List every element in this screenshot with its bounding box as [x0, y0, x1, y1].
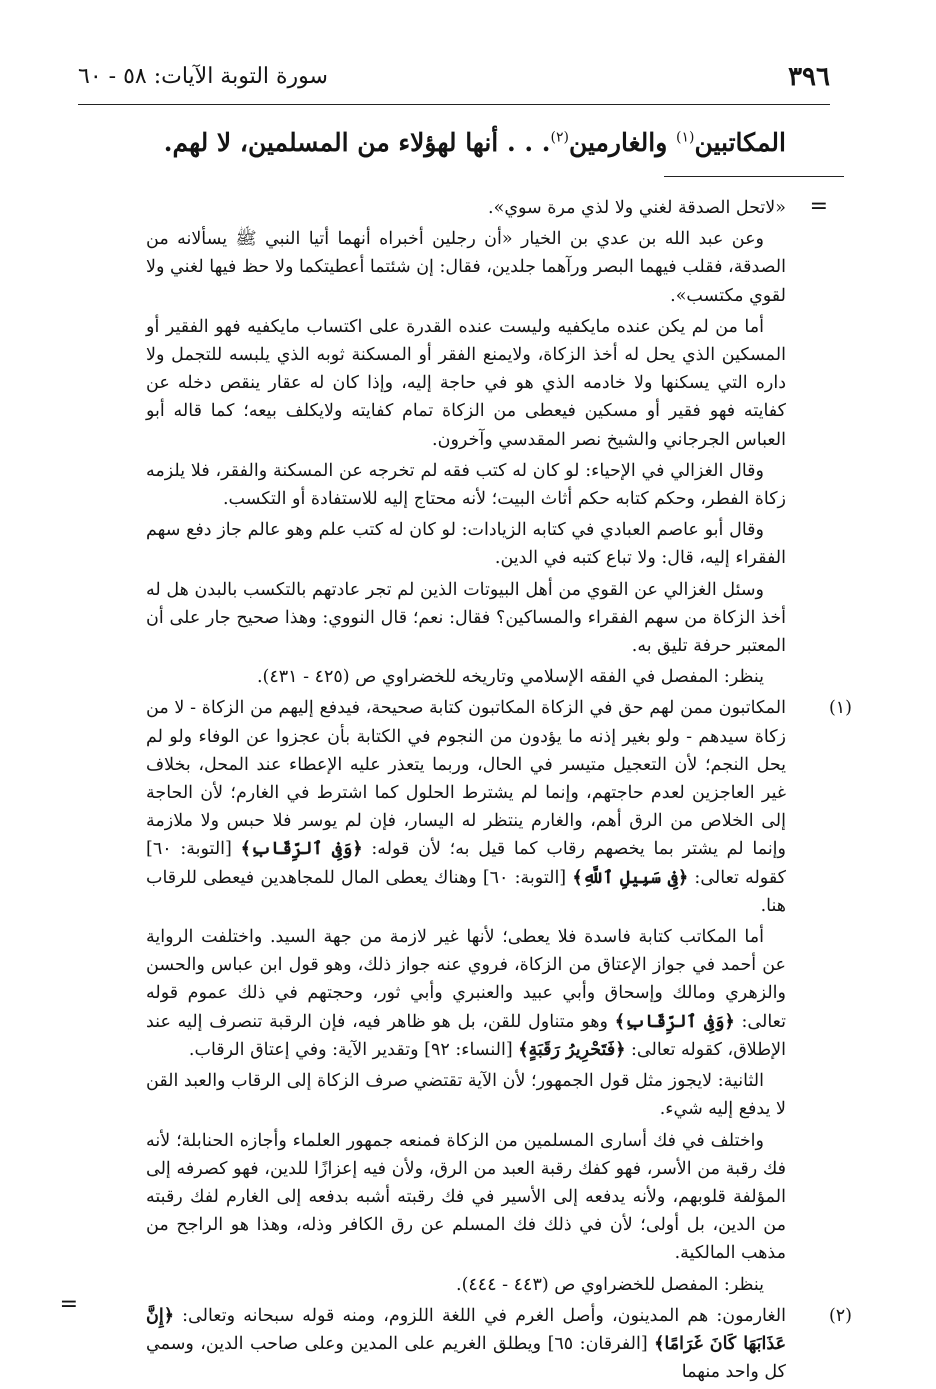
continuation-mark-top: = — [809, 194, 828, 219]
footnote-paragraph — [146, 1302, 786, 1387]
footnote-paragraph — [146, 923, 786, 1064]
footnote-text: وهو متناول للقن، بل هو ظاهر فيه، فإن الرقبة تنصرف إليه عند الإطلاق، كقوله تعالى: — [146, 1011, 786, 1060]
quran-quote: ﴿فِى سَبِيلِ ٱللَّهِ﴾ — [572, 867, 689, 888]
footnote-1 — [146, 694, 852, 1298]
footnote-paragraph: «لاتحل الصدقة لغني ولا لذي مرة سوي». — [488, 198, 786, 218]
footnote-paragraph: الثانية: لايجوز مثل قول الجمهور؛ لأن الآية تقتضي صرف الزكاة إلى الرقاب والعبد القن لا يدفع إليه شيء. — [146, 1071, 786, 1120]
quran-quote: ﴿وَفِى ٱلرِّقَابِ﴾ — [614, 1011, 735, 1032]
footnote-reference: ينظر: المفصل في الفقه الإسلامي وتاريخه للخضراوي ص (٤٢٥ - ٤٣١). — [256, 667, 764, 688]
footnote-ref-2: (٢) — [550, 129, 569, 146]
footnote-text: [النساء: ٩٢] وتقدير الآية: وفي إعتاق الرقاب. — [188, 1039, 519, 1060]
footnote-2 — [146, 1302, 852, 1387]
header-divider — [78, 104, 830, 105]
footnote-text: [الفرقان: ٦٥] ويطلق الغريم على المدين وعلى صاحب الدين، وسمي كل واحد منهما — [146, 1333, 786, 1383]
page-number: ٣٩٦ — [788, 62, 830, 92]
footnote-paragraph: أما من لم يكن عنده مايكفيه وليست عنده القدرة على اكتساب مايكفيه فهو الفقير أو المسكين الذي يحل له أخذ الزكاة، ولايمنع الفقر أو المسكنة ثوبه الذي يلبسه للتجمل ولا داره التي يسكنها ولا خادمه الذي هو في حاجة إليه، وإذا كان له عقار ينقص دخله عن كفايته فهو فقير أو مسكين فيعطى من الزكاة تمام كفايته ولايكلف بيعه؛ كما قاله أبو العباس الجرجاني والشيخ نصر المقدسي وآخرون. — [146, 316, 786, 450]
continuation-mark-bottom: = — [59, 1292, 78, 1317]
quran-quote: ﴿إِنَّ عَذَابَهَا كَانَ غَرَامًا﴾ — [146, 1305, 787, 1354]
page-header — [78, 58, 830, 98]
footnote-paragraph: واختلف في فك أسارى المسلمين من الزكاة فمنعه جمهور العلماء وأجازه الحنابلة؛ لأنه فك رقبة من الأسر، فهو كفك رقبة العبد من الرق، ولأن فيه إعزازًا للدين، فهو كصرفه إلى المؤلفة قلوبهم، ولأنه يدفعه إلى الأسير في فك رقبته أشبه بدفعه إلى الغارم لفك رقبته من الدين، بل أولى؛ لأن في ذلك فك المسلم عن رق الكافر وذله، وهذا هو الراجح من مذهب المالكية. — [146, 1130, 786, 1264]
footnote-text: [التوبة: ٦٠] كقوله تعالى: — [146, 839, 787, 888]
footnote-paragraph: وعن عبد الله بن عدي بن الخيار «أن رجلين أخبراه أنهما أتيا النبي ﷺ يسألانه من الصدقة، فقلب فيهما البصر ورآهما جلدين، فقال: إن شئتما أعطيتكما ولا حظ فيها لغني ولا لقوي مكتسب». — [146, 229, 786, 306]
footnote-divider — [664, 176, 844, 177]
quran-quote: ﴿فَتَحْرِيرُ رَقَبَةٍ﴾ — [518, 1039, 626, 1060]
main-text-part: . . . أنها لهؤلاء من المسلمين، لا لهم. — [163, 128, 551, 157]
main-text-part: والغارمين — [568, 128, 676, 157]
footnote-paragraph: وقال أبو عاصم العبادي في كتابه الزيادات: لو كان له كتب علم وهو عالم جاز دفع سهم الفقراء إليه، قال: ولا تباع كتبه في الدين. — [146, 520, 786, 569]
footnote-text: أما المكاتب كتابة فاسدة فلا يعطى؛ لأنها غير لازمة من جهة السيد. واختلفت الرواية عن أحمد في جواز الإعتاق من الزكاة، فروي عنه جواز ذلك، وهو قول ابن عباس والحسن والزهري ومالك وإسحاق وأبي عبيد والعنبري وأبي ثور، وحجتهم في ذلك عموم قوله تعالى: — [146, 927, 786, 1032]
quran-quote: ﴿وَفِى ٱلرِّقَابِ﴾ — [240, 839, 363, 860]
footnote-number: (١) — [828, 698, 852, 719]
footnote-paragraph — [146, 694, 786, 920]
footnote-reference: ينظر: المفصل للخضراوي ص (٤٤٣ - ٤٤٤). — [456, 1274, 764, 1295]
main-text-line — [146, 128, 786, 157]
footnote-text: [التوبة: ٦٠] وهناك يعطى المال للمجاهدين فيعطى للرقاب هنا. — [146, 867, 786, 916]
footnote-text: الغارمون: هم المدينون، وأصل الغرم في اللغة اللزوم، ومنه قوله سبحانه وتعالى: — [173, 1305, 786, 1326]
footnote-number: (٢) — [828, 1305, 852, 1326]
running-title: سورة التوبة الآيات: ٥٨ - ٦٠ — [78, 64, 328, 89]
footnotes-area — [146, 194, 852, 1389]
footnote-ref-1: (١) — [676, 129, 695, 146]
footnote-paragraph: وسئل الغزالي عن القوي من أهل البيوتات الذين لم تجر عادتهم بالتكسب بالبدن هل له أخذ الزكاة من سهم الفقراء والمساكين؟ فقال: نعم؛ قال النووي: وهذا صحيح جار على أن المعتبر حرفة تليق به. — [146, 579, 786, 657]
main-text-part: المكاتبين — [694, 128, 786, 157]
footnote-paragraph: وقال الغزالي في الإحياء: لو كان له كتب فقه لم تخرجه عن المسكنة والفقر، فلا يلزمه زكاة الفطر، وحكم كتابه حكم أثاث البيت؛ لأنه محتاج إليه للاستفادة أو التكسب. — [146, 460, 786, 510]
footnote-text: المكاتبون ممن لهم حق في الزكاة المكاتبون كتابة صحيحة، فيدفع إليهم من الزكاة - لا من زكاة سيدهم - ولو بغير إذنه ما يؤدون من النجوم في الكتابة بأن عجزوا عن الوفاء ولو لم يحل النجم؛ لأن التعجيل متيسر في الحال، وربما يتعذر عليه الإعطاء عند المحل، بخلاف غير العاجزين لعدم حاجتهم، وإنما لم يشترط الحلول كما اشترط في الغارم؛ لأن الحاجة إلى الخلاص من الرق أهم، والغارم ينتظر له اليسار، فإن لم يوسر فلا حبس ولا ملازمة وإنما لم يشتر بما يخصهم رقاب كما قيل به؛ لأن قوله: — [146, 698, 786, 860]
